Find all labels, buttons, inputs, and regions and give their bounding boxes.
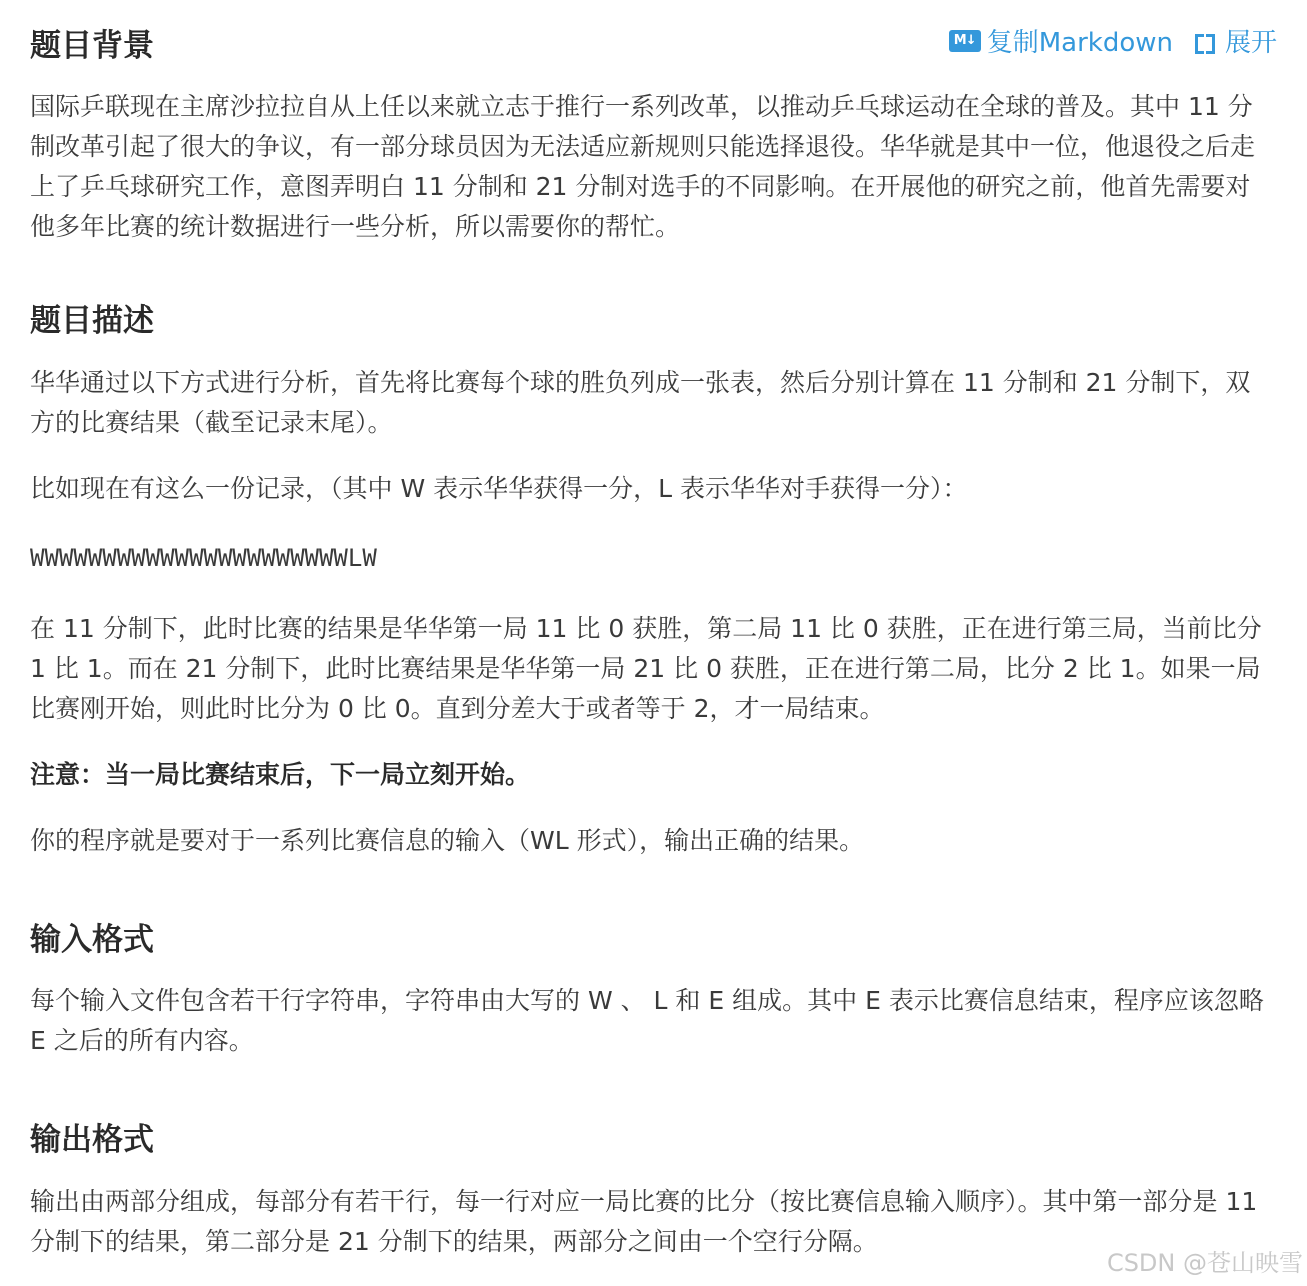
input-format-heading: 输入格式 — [30, 922, 154, 958]
markdown-icon: M↓ — [949, 30, 981, 52]
csdn-watermark: CSDN @苍山映雪 — [1106, 1249, 1303, 1277]
sample-record-code: WWWWWWWWWWWWWWWWWWWWWWLW — [30, 544, 377, 572]
background-heading: 题目背景 — [30, 28, 154, 64]
description-para-4: 你的程序就是要对于一系列比赛信息的输入（WL 形式），输出正确的结果。 — [30, 826, 865, 855]
expand-button[interactable] — [1195, 22, 1277, 59]
description-heading: 题目描述 — [30, 303, 154, 339]
expand-label: 展开 — [1224, 28, 1277, 58]
background-text: 国际乒联现在主席沙拉拉自从上任以来就立志于推行一系列改革，以推动乒乓球运动在全球的普及。其中 11 分制改革引起了很大的争议，有一部分球员因为无法适应新规则只能选择退役。华华就是其中一位，他退役之后走上了乒乓球研究工作，意图弄明白 11 分制和 21 分制对选手的不同影响。在开展他的研究之前，他首先需要对他多年比赛的统计数据进行一些分析，所以需要你的帮忙。 — [30, 92, 1256, 241]
toolbar — [949, 22, 1277, 59]
output-format-heading: 输出格式 — [30, 1122, 154, 1158]
description-para-2: 比如现在有这么一份记录，（其中 W 表示华华获得一分，L 表示华华对手获得一分）： — [30, 474, 968, 503]
output-format-text: 输出由两部分组成，每部分有若干行，每一行对应一局比赛的比分（按比赛信息输入顺序）。其中第一部分是 11 分制下的结果，第二部分是 21 分制下的结果，两部分之间由一个空行分隔。 — [30, 1187, 1258, 1256]
copy-markdown-button[interactable] — [949, 22, 1173, 59]
description-para-1: 华华通过以下方式进行分析，首先将比赛每个球的胜负列成一张表，然后分别计算在 11 分制和 21 分制下，双方的比赛结果（截至记录末尾）。 — [30, 368, 1251, 437]
expand-icon — [1195, 31, 1215, 51]
copy-markdown-label: 复制Markdown — [986, 28, 1173, 58]
description-para-3: 在 11 分制下，此时比赛的结果是华华第一局 11 比 0 获胜，第二局 11 比 0 获胜，正在进行第三局，当前比分 1 比 1。而在 21 分制下，此时比赛结果是华华第一局 21 比 0 获胜，正在进行第二局，比分 2 比 1。如果一局比赛刚开始，则此时比分为 0 比 0。直到分差大于或者等于 2，才一局结束。 — [30, 614, 1262, 723]
input-format-text: 每个输入文件包含若干行字符串，字符串由大写的 W 、 L 和 E 组成。其中 E 表示比赛信息结束，程序应该忽略 E 之后的所有内容。 — [30, 986, 1264, 1055]
description-note: 注意：当一局比赛结束后，下一局立刻开始。 — [30, 760, 531, 789]
